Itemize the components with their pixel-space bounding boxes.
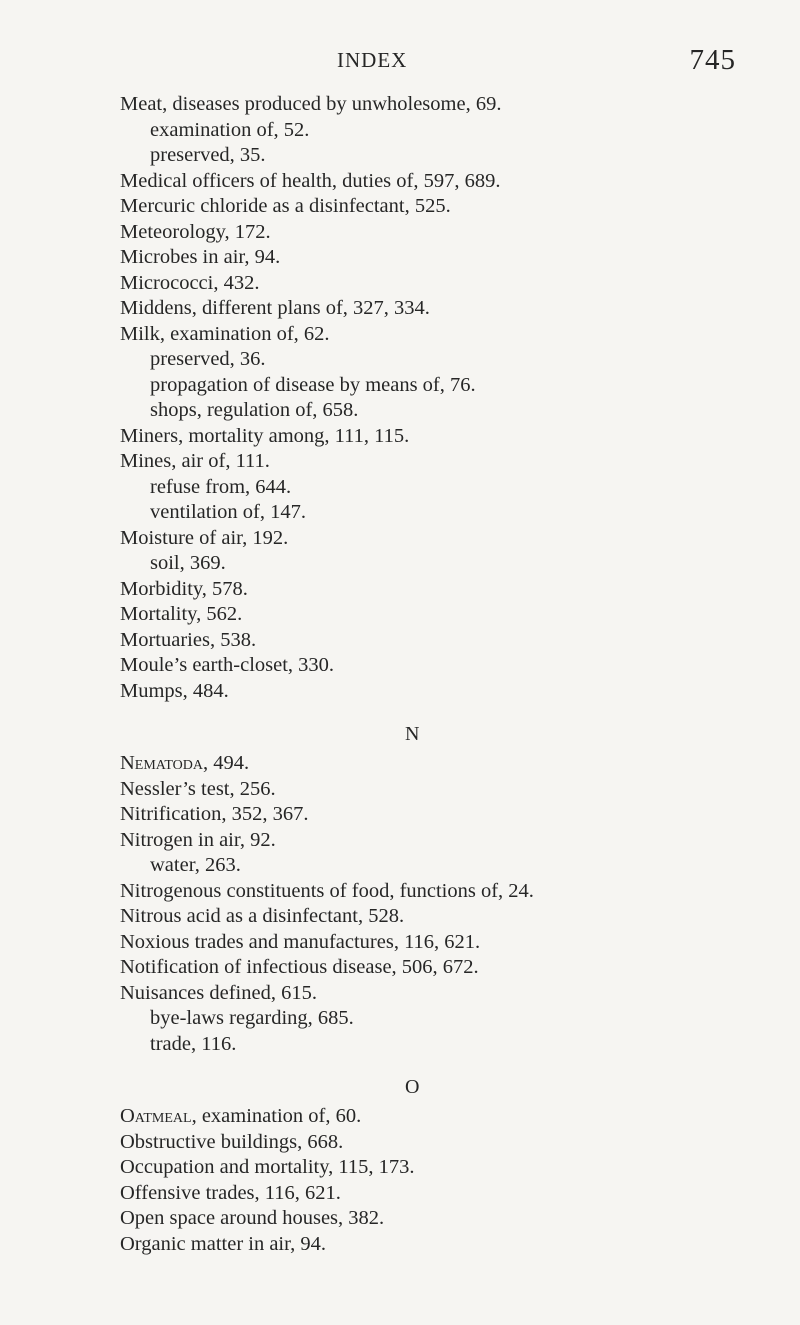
index-subentry: preserved, 36. xyxy=(150,348,266,370)
index-entry: Microbes in air, 94. xyxy=(120,246,281,268)
index-entry: Organic matter in air, 94. xyxy=(120,1232,327,1255)
index-entry-keyword: Oatmeal xyxy=(120,1105,192,1127)
index-subentry: shops, regulation of, 658. xyxy=(150,399,359,421)
index-entry: Occupation and mortality, 115, 173. xyxy=(120,1156,415,1178)
index-entry: Miners, mortality among, 111, 115. xyxy=(120,424,410,447)
index-entry: Mines, air of, 111. xyxy=(120,450,270,472)
index-entry: Nitrous acid as a disinfectant, 528. xyxy=(120,905,405,927)
index-entry: Nessler’s test, 256. xyxy=(120,777,276,800)
index-entry xyxy=(120,751,800,777)
index-entry: Morbidity, 578. xyxy=(120,577,248,600)
index-entry-pages: , 494. xyxy=(203,752,250,774)
index-entry: Obstructive buildings, 668. xyxy=(120,1130,344,1153)
index-entry: Mumps, 484. xyxy=(120,679,229,702)
index-subentry: ventilation of, 147. xyxy=(150,501,307,523)
index-section-n xyxy=(120,751,800,1057)
index-subentry: examination of, 52. xyxy=(150,118,310,141)
index-subentry: preserved, 35. xyxy=(150,144,266,166)
index-entry: Open space around houses, 382. xyxy=(120,1207,385,1229)
index-entry: Mortuaries, 538. xyxy=(120,628,257,651)
index-entry: Micrococci, 432. xyxy=(120,271,260,294)
index-subentry: bye-laws regarding, 685. xyxy=(150,1007,354,1029)
index-entry: Nitrogenous constituents of food, functions of, 24. xyxy=(120,879,534,902)
index-subentry: refuse from, 644. xyxy=(150,475,292,498)
index-entry: Notification of infectious disease, 506, 672. xyxy=(120,956,479,978)
index-entry-keyword: Nematoda xyxy=(120,752,203,774)
index-entry-pages: , examination of, 60. xyxy=(191,1105,362,1127)
index-entry: Offensive trades, 116, 621. xyxy=(120,1181,341,1204)
index-entry: Meteorology, 172. xyxy=(120,220,271,243)
section-letter-o: O xyxy=(405,1076,420,1098)
running-head xyxy=(0,44,800,76)
index-section-m xyxy=(120,92,800,704)
index-subentry: soil, 369. xyxy=(150,552,226,574)
index-subentry: propagation of disease by means of, 76. xyxy=(150,373,476,396)
page-number: 745 xyxy=(689,44,736,76)
index-entry xyxy=(120,1104,800,1130)
index-subentry: trade, 116. xyxy=(150,1032,237,1055)
running-head-title: INDEX xyxy=(337,48,408,72)
index-section-o xyxy=(120,1104,800,1257)
index-entry: Medical officers of health, duties of, 597, 689. xyxy=(120,169,501,192)
index-subentry: water, 263. xyxy=(150,854,241,876)
index-entry: Moule’s earth-closet, 330. xyxy=(120,654,335,676)
index-entry: Nitrogen in air, 92. xyxy=(120,828,276,851)
index-entry: Meat, diseases produced by unwholesome, 69. xyxy=(120,93,502,115)
index-body xyxy=(120,92,800,1257)
index-entry: Mortality, 562. xyxy=(120,603,243,625)
index-entry: Middens, different plans of, 327, 334. xyxy=(120,297,430,319)
index-entry: Moisture of air, 192. xyxy=(120,526,289,549)
index-entry: Nuisances defined, 615. xyxy=(120,981,317,1004)
index-entry: Noxious trades and manufactures, 116, 621. xyxy=(120,930,481,953)
index-entry: Milk, examination of, 62. xyxy=(120,322,330,345)
index-entry: Mercuric chloride as a disinfectant, 525. xyxy=(120,195,451,217)
index-entry: Nitrification, 352, 367. xyxy=(120,803,309,825)
section-letter-n: N xyxy=(405,723,420,745)
